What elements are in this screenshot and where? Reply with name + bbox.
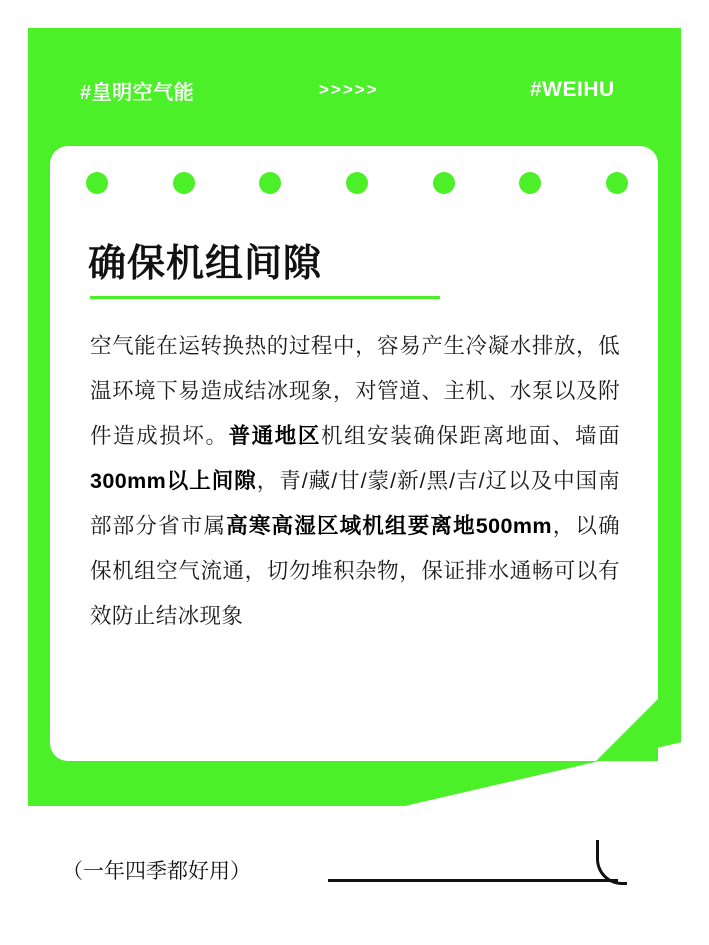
card-body-text: [90, 324, 620, 639]
dot-icon: [346, 172, 368, 194]
title-underline: [90, 296, 440, 299]
brand-hashtag: #皇明空气能: [80, 81, 195, 104]
body-text-run: ，以确保机组空气流通，切勿堆积杂物，保证排水通畅可以有效防止结冰现象: [90, 514, 621, 628]
dot-icon: [606, 172, 628, 194]
card-corner-accent: [596, 699, 658, 761]
footer-rule: [328, 879, 618, 882]
body-text-run: 机组安装确保距离地面、墙面: [320, 424, 621, 448]
header-bar: [28, 60, 681, 120]
dot-icon: [519, 172, 541, 194]
card-title: 确保机组间隙: [88, 243, 323, 285]
footer-caption: （一年四季都好用）: [62, 860, 251, 883]
body-text-emphasis: 普通地区: [228, 424, 321, 448]
arrows-decoration: >>>>>: [319, 80, 379, 99]
dot-row: [86, 172, 628, 194]
dot-icon: [173, 172, 195, 194]
body-text-emphasis: 高寒高湿区域机组要离地500mm: [226, 514, 552, 538]
topic-hashtag: #WEIHU: [530, 78, 615, 101]
dot-icon: [433, 172, 455, 194]
body-text-emphasis: 300mm以上间隙: [90, 469, 257, 493]
body-text-run: 空气能在运转换热的过程中，容易产生冷凝水排放，低温环境下易造成结冰现象，对管道、主机、水泵以及附件造成损坏。: [90, 334, 620, 448]
dot-icon: [259, 172, 281, 194]
dot-icon: [86, 172, 108, 194]
body-text-run: ，青/藏/甘/蒙/新/黑/吉/辽以及中国南部部分省市属: [90, 469, 620, 538]
content-card: [50, 146, 658, 761]
